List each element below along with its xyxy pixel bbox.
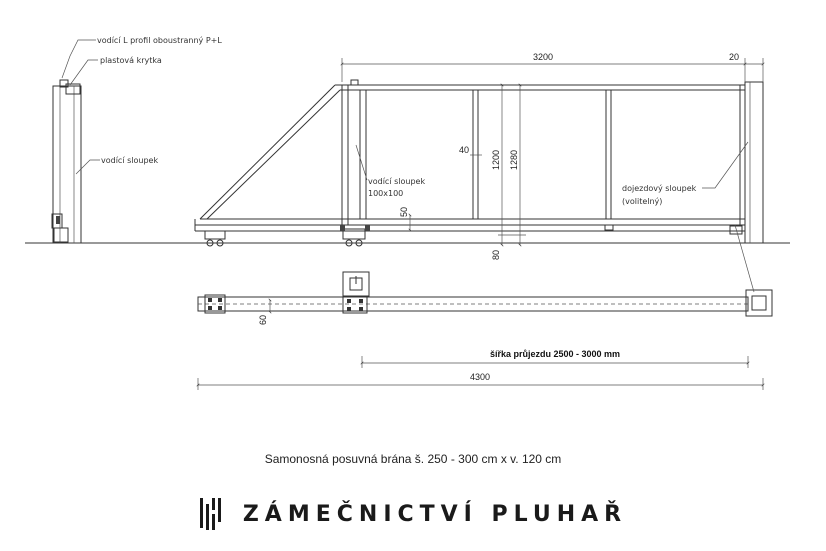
label-plastic-cap: plastová krytka bbox=[100, 56, 162, 65]
dim-3200: 3200 bbox=[532, 52, 554, 62]
dim-4300: 4300 bbox=[469, 372, 491, 382]
label-guide-post-inner: vodící sloupek bbox=[368, 177, 426, 186]
side-guide-post bbox=[52, 80, 81, 243]
brand-name: ZÁMEČNICTVÍ PLUHAŘ bbox=[242, 501, 628, 527]
label-guide-profile: vodící L profil oboustranný P+L bbox=[97, 36, 222, 45]
dim-50: 50 bbox=[399, 206, 409, 218]
landing-post bbox=[745, 82, 763, 243]
dim-passage: šířka průjezdu 2500 - 3000 mm bbox=[489, 349, 621, 359]
brand-mark-icon bbox=[199, 496, 225, 532]
dim-60: 60 bbox=[258, 314, 268, 326]
plan-view bbox=[198, 272, 772, 316]
gate-elevation bbox=[195, 80, 745, 246]
dim-20: 20 bbox=[728, 52, 740, 62]
label-landing-post-optional: (volitelný) bbox=[622, 197, 663, 206]
dim-80: 80 bbox=[491, 249, 501, 261]
dim-40: 40 bbox=[458, 145, 470, 155]
label-landing-post: dojezdový sloupek bbox=[622, 184, 697, 193]
drawing-caption: Samonosná posuvná brána š. 250 - 300 cm x v. 120 cm bbox=[264, 452, 562, 466]
label-guide-post: vodící sloupek bbox=[101, 156, 159, 165]
dim-1200: 1200 bbox=[491, 149, 501, 171]
dim-1280: 1280 bbox=[509, 149, 519, 171]
label-guide-post-size: 100x100 bbox=[368, 189, 404, 198]
brand-logo bbox=[0, 494, 826, 534]
